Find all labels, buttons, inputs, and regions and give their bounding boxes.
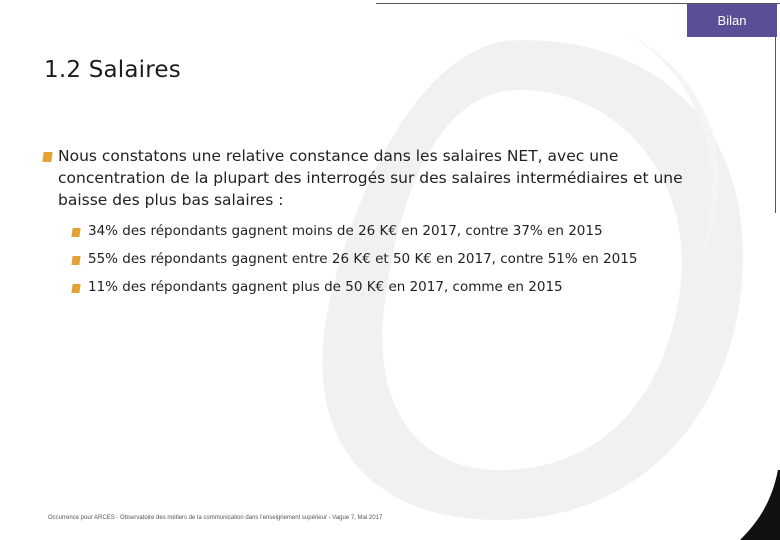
sub-bullet-text: 55% des répondants gagnent entre 26 K€ et 50 K€ en 2017, contre 51% en 2015 (88, 251, 638, 267)
sub-bullet-text: 34% des répondants gagnent moins de 26 K€ en 2017, contre 37% en 2015 (88, 223, 603, 239)
sub-bullet-text: 11% des répondants gagnent plus de 50 K€ en 2017, comme en 2015 (88, 279, 563, 295)
section-tag: Bilan (687, 4, 777, 37)
footer-text: Occurrence pour ARCES - Observatoire des métiers de la communication dans l'enseignement supérieur - Vague 7, Mai 2017 (48, 515, 383, 521)
main-bullet-text: Nous constatons une relative constance dans les salaires NET, avec une concentration de la plupart des interrogés sur des salaires intermédiaires et une baisse des plus bas salaires : (58, 147, 683, 209)
page-title: 1.2 Salaires (44, 57, 181, 83)
